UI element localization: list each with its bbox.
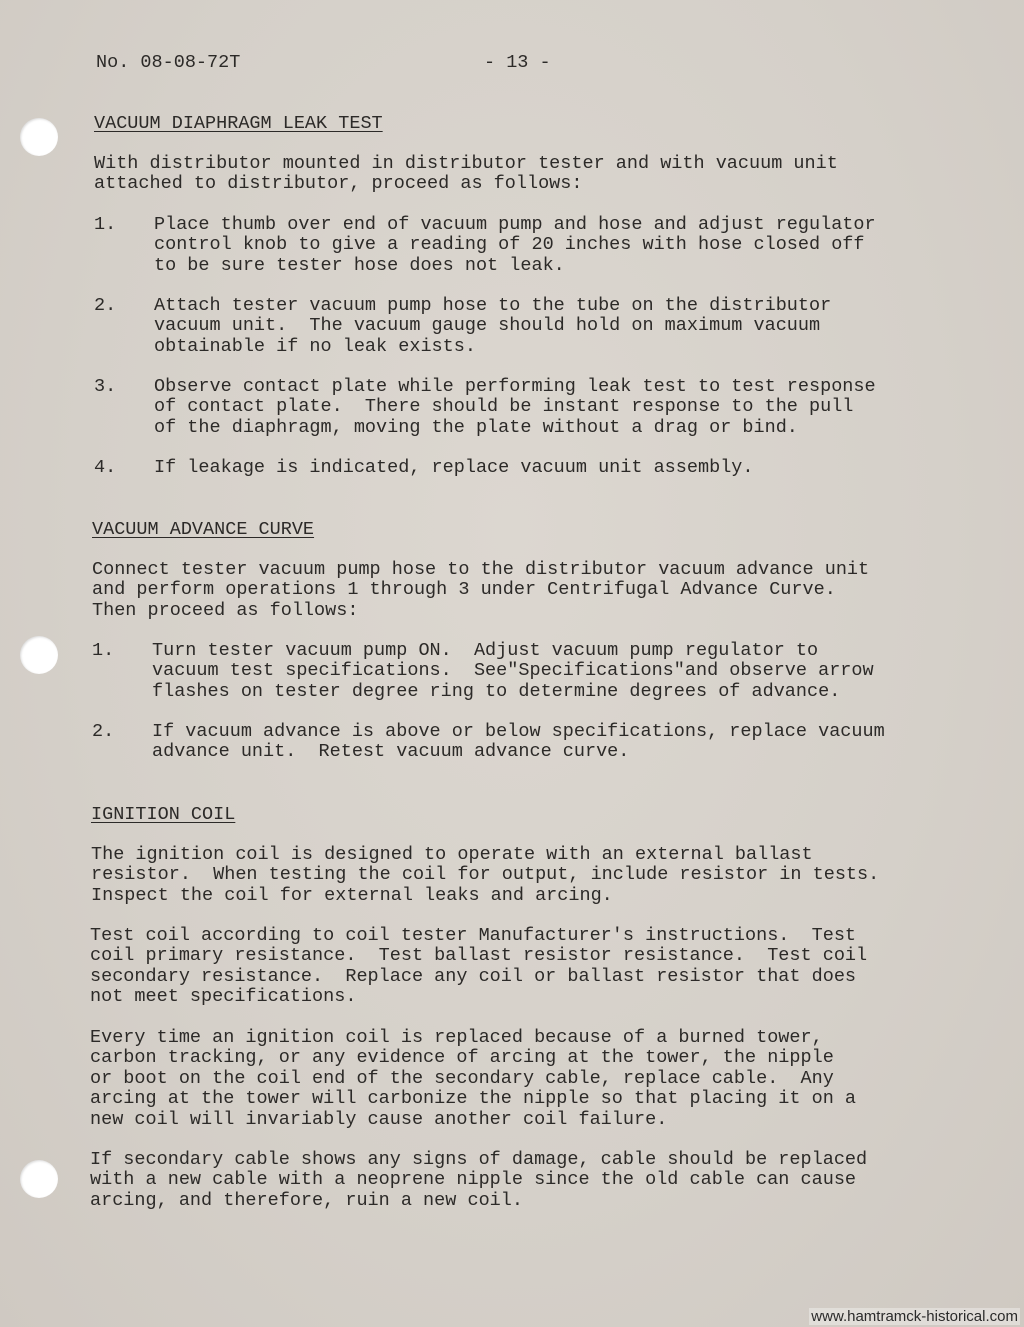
- binder-hole-bottom: [20, 1160, 58, 1198]
- step-number: 3.: [94, 376, 117, 397]
- heading-vacuum-advance-curve: VACUUM ADVANCE CURVE: [92, 519, 315, 540]
- binder-hole-top: [20, 118, 58, 156]
- step-text: If vacuum advance is above or below specifications, replace vacuum advance unit. Retest vacuum advance curve.: [152, 721, 885, 763]
- step-number: 1.: [94, 214, 117, 235]
- paragraph-vacuum-diaphragm-intro: With distributor mounted in distributor tester and with vacuum unit attached to distributor, proceed as follows:: [94, 153, 838, 195]
- paragraph-ignition-coil: The ignition coil is designed to operate with an external ballast resistor. When testing the coil for output, include resistor in tests. Inspect the coil for external leaks and arcing.: [91, 844, 880, 906]
- paragraph-vacuum-advance-intro: Connect tester vacuum pump hose to the distributor vacuum advance unit and perform operations 1 through 3 under Centrifugal Advance Curve. Then proceed as follows:: [92, 559, 870, 621]
- page-number: - 13 -: [484, 52, 551, 73]
- step-text: If leakage is indicated, replace vacuum unit assembly.: [154, 457, 754, 478]
- step-text: Turn tester vacuum pump ON. Adjust vacuum pump regulator to vacuum test specifications. See"Specifications"and observe arrow flashes on tester degree ring to determine degrees of advance.: [152, 640, 874, 702]
- binder-hole-middle: [20, 636, 58, 674]
- step-text: Attach tester vacuum pump hose to the tube on the distributor vacuum unit. The vacuum gauge should hold on maximum vacuum obtainable if no leak exists.: [154, 295, 832, 357]
- step-text: Place thumb over end of vacuum pump and hose and adjust regulator control knob to give a reading of 20 inches with hose closed off to be sure tester hose does not leak.: [154, 214, 876, 276]
- heading-ignition-coil: IGNITION COIL: [91, 804, 236, 825]
- heading-vacuum-diaphragm-leak-test: VACUUM DIAPHRAGM LEAK TEST: [94, 113, 383, 134]
- step-number: 2.: [94, 295, 117, 316]
- paragraph-ignition-coil: Every time an ignition coil is replaced because of a burned tower, carbon tracking, or any evidence of arcing at the tower, the nipple or boot on the coil end of the secondary cable, replace cable. Any arcing at the tower will carbonize the nipple so that placing it on a new coil will invariably cause another coil failure.: [90, 1027, 857, 1130]
- paragraph-ignition-coil: Test coil according to coil tester Manufacturer's instructions. Test coil primary resistance. Test ballast resistor resistance. Test coil secondary resistance. Replace any coil or ballast resistor that does not meet specifications.: [90, 925, 868, 1008]
- website-watermark: www.hamtramck-historical.com: [811, 1308, 1018, 1325]
- paragraph-ignition-coil: If secondary cable shows any signs of damage, cable should be replaced with a new cable with a neoprene nipple since the old cable can cause arcing, and therefore, ruin a new coil.: [90, 1149, 868, 1211]
- step-number: 2.: [92, 721, 115, 742]
- step-number: 4.: [94, 457, 117, 478]
- step-text: Observe contact plate while performing leak test to test response of contact plate. There should be instant response to the pull of the diaphragm, moving the plate without a drag or bind.: [154, 376, 876, 438]
- step-number: 1.: [92, 640, 115, 661]
- document-number: No. 08-08-72T: [96, 52, 241, 73]
